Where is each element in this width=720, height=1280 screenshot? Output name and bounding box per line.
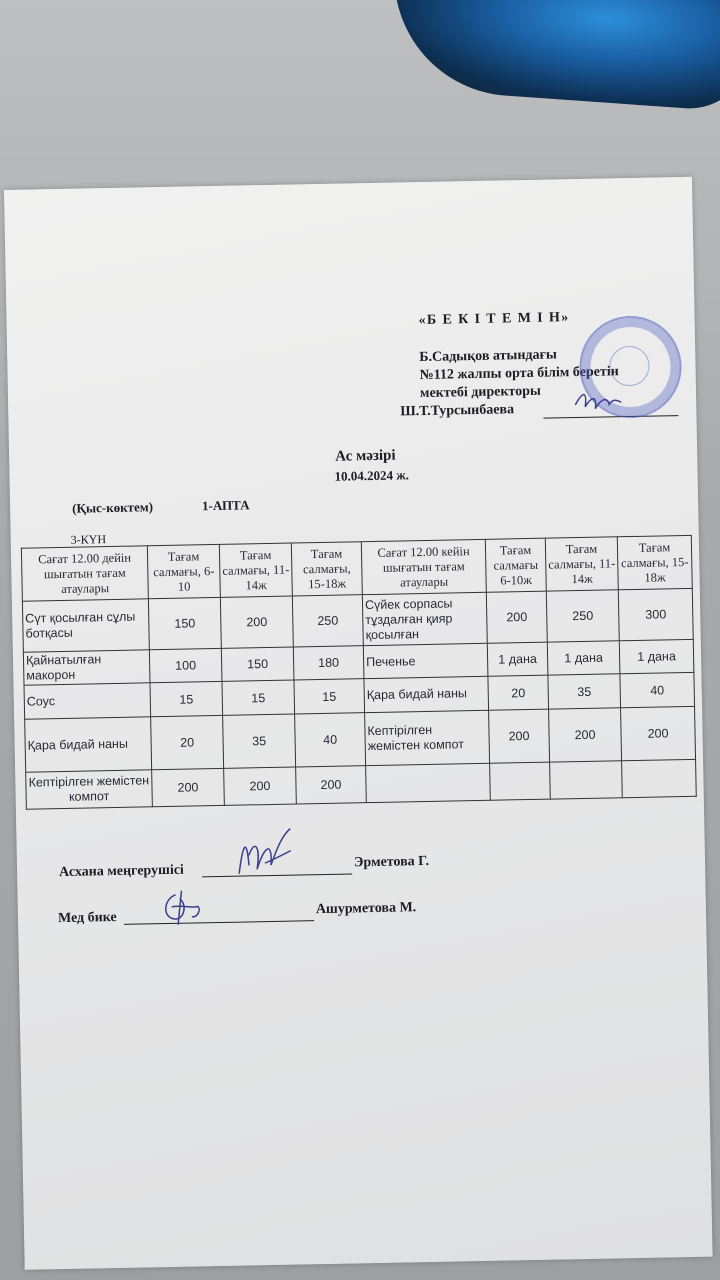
dish-name: [366, 763, 491, 802]
portion-value: 1 дана: [619, 639, 694, 673]
approval-line-2: №112 жалпы орта білім беретін: [419, 364, 619, 384]
dish-name: Соус: [24, 683, 151, 719]
header-cell: Тағам салмағы 6-10ж: [485, 538, 546, 592]
dish-name: Қара бидай наны: [364, 676, 489, 712]
portion-value: 250: [546, 590, 619, 642]
dish-name: Кептірілген жемістен компот: [365, 710, 490, 765]
header-cell: Тағам салмағы, 11-14ж: [545, 537, 618, 591]
portion-value: [622, 759, 697, 797]
portion-value: 200: [224, 767, 297, 805]
director-name: Ш.Т.Турсынбаева: [400, 402, 515, 420]
portion-value: 15: [294, 679, 365, 714]
portion-value: 200: [489, 709, 550, 763]
portion-value: 20: [488, 675, 549, 710]
header-cell: Тағам салмағы, 6-10: [147, 544, 220, 598]
header-cell: Тағам салмағы, 15-18ж: [617, 535, 692, 589]
header-cell: Сағат 12.00 кейін шығатын тағам атаулары: [361, 539, 486, 594]
portion-value: 300: [618, 588, 693, 640]
header-cell: Тағам салмағы, 11-14ж: [219, 543, 292, 597]
nurse-signature: [157, 886, 210, 927]
canteen-head-name: Эрметова Г.: [353, 853, 430, 871]
portion-value: 200: [220, 596, 293, 648]
portion-value: 150: [148, 597, 221, 649]
dish-name: Сүйек сорпасы тұздалған қияр қосылған: [362, 592, 487, 645]
portion-value: 35: [548, 674, 621, 709]
portion-value: 200: [621, 706, 696, 760]
menu-date: 10.04.2024 ж.: [334, 467, 410, 484]
nurse-name: Ашурметова М.: [315, 900, 417, 918]
dish-name: Печенье: [363, 643, 488, 678]
director-signature: [573, 386, 624, 417]
season-label: (Қыс-көктем): [71, 499, 154, 516]
approval-title: «Б Е К І Т Е М І Н»: [418, 310, 570, 329]
portion-value: 180: [293, 646, 364, 680]
menu-title: Ас мәзірі: [335, 447, 396, 465]
header-cell: Сағат 12.00 дейін шығатын тағам атаулары: [21, 546, 148, 601]
dish-name: Кептірілген жемістен компот: [26, 770, 153, 809]
portion-value: 200: [549, 708, 622, 762]
canteen-head-label: Асхана меңгерушісі: [58, 862, 185, 881]
portion-value: 200: [486, 591, 547, 643]
week-label: 1-АПТА: [201, 497, 250, 514]
portion-value: 20: [151, 715, 224, 769]
portion-value: 1 дана: [547, 641, 620, 675]
portion-value: 40: [295, 713, 366, 767]
portion-value: 1 дана: [487, 642, 548, 676]
portion-value: 40: [620, 672, 695, 707]
nurse-signature-line: [124, 920, 314, 925]
portion-value: 100: [149, 648, 222, 682]
nurse-label: Мед бике: [57, 909, 117, 927]
canteen-head-signature: [234, 825, 295, 878]
header-cell: Тағам салмағы, 15-18ж: [291, 542, 362, 596]
menu-table: [21, 535, 697, 810]
dish-name: Сүт қосылған сұлы ботқасы: [22, 599, 149, 652]
portion-value: 15: [222, 680, 295, 715]
portion-value: [550, 761, 623, 799]
dish-name: Қайнатылған макорон: [23, 650, 150, 685]
portion-value: 200: [296, 766, 367, 804]
portion-value: 150: [221, 647, 294, 681]
menu-document: [4, 177, 713, 1270]
portion-value: 15: [150, 681, 223, 716]
approval-line-3: мектебі директоры: [419, 383, 542, 402]
approval-line-1: Б.Садықов атындағы: [419, 347, 557, 366]
dish-name: Қара бидай наны: [25, 717, 152, 772]
portion-value: [490, 762, 551, 800]
background-object: [386, 0, 720, 112]
portion-value: 200: [152, 768, 225, 806]
portion-value: 250: [292, 595, 363, 647]
day-label: 3-КҮН: [70, 532, 107, 547]
portion-value: 35: [223, 714, 296, 768]
